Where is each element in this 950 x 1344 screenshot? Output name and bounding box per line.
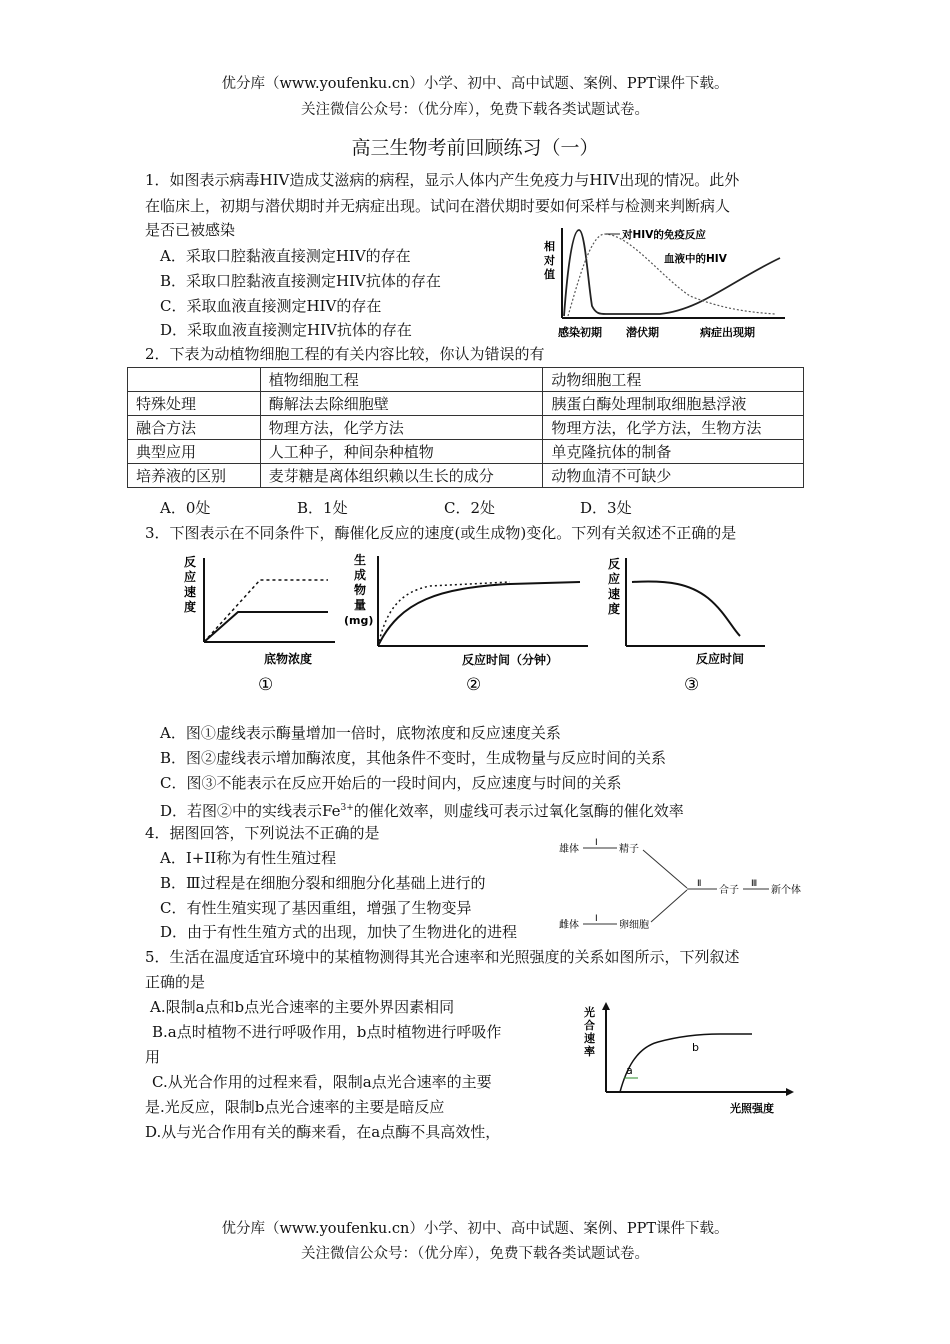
fig2-number: ② [466,675,482,695]
svg-text:光: 光 [584,1006,595,1019]
header-line-1: 优分库（www.youfenku.cn）小学、初中、高中试题、案例、PPT课件下载。 [221,76,729,92]
q1-option-c: C．采取血液直接测定HIV的存在 [160,297,382,315]
table-cell: 特殊处理 [128,392,261,416]
fig2-dotted-curve [378,582,510,646]
fig3-curve [632,582,740,636]
q1-stem-2: 在临床上，初期与潜伏期时并无病症出现。试问在潜伏期时要如何采样与检测来判断病人 [145,197,731,215]
hiv-ylabel-1: 相 [544,240,555,253]
table-cell: 动物血清不可缺少 [543,464,804,488]
svg-text:生: 生 [354,553,367,567]
hiv-x-label-3: 病症出现期 [700,326,755,339]
q4-option-c: C．有性生殖实现了基因重组，增强了生物变异 [160,899,472,917]
q1-option-a: A．采取口腔黏液直接测定HIV的存在 [160,247,411,265]
svg-text:速: 速 [184,585,197,599]
svg-text:Ⅱ: Ⅱ [697,879,702,889]
svg-text:速: 速 [584,1032,595,1045]
svg-text:反: 反 [608,557,621,571]
svg-text:成: 成 [354,568,367,582]
q2-option-b: B．1处 [297,499,348,517]
comparison-table [127,367,804,488]
female-label: 雌体 [559,920,579,931]
q2-option-c: C．2处 [444,499,496,517]
q1-stem-3: 是否已被感染 [145,221,236,239]
table-cell: 酶解法去除细胞壁 [260,392,543,416]
fig1-number: ① [258,675,274,695]
svg-text:I: I [595,914,598,924]
q3-option-c: C．图③不能表示在反应开始后的一段时间内，反应速度与时间的关系 [160,774,622,792]
table-cell: 培养液的区别 [128,464,261,488]
table-cell: 融合方法 [128,416,261,440]
table-row [128,392,804,416]
q5-stem-2: 正确的是 [145,973,206,991]
q3-stem: 3．下图表示在不同条件下，酶催化反应的速度(或生成物)变化。下列有关叙述不正确的是 [145,524,737,542]
table-cell: 典型应用 [128,440,261,464]
svg-text:率: 率 [584,1045,595,1058]
q5-option-d: D.从与光合作用有关的酶来看，在a点酶不具高效性， [145,1123,501,1141]
fig3-xlabel: 反应时间 [696,652,745,666]
table-row [128,440,804,464]
new-individual-label: 新个体 [771,885,801,896]
svg-text:速: 速 [608,587,621,601]
q1-option-d: D．采取血液直接测定HIV抗体的存在 [160,321,412,339]
footer-line-1: 优分库（www.youfenku.cn）小学、初中、高中试题、案例、PPT课件下载。 [221,1221,729,1237]
point-b-label: b [692,1041,699,1054]
q3-option-a: A．图①虚线表示酶量增加一倍时，底物浓度和反应速度关系 [160,724,561,742]
footer-line-2: 关注微信公众号：（优分库），免费下载各类试题试卷。 [301,1246,649,1262]
egg-label: 卵细胞 [619,920,649,931]
q3-option-d: D．若图②中的实线表示$Fe^{3+}$的催化效率，则虚线可表示过氧化氢酶的催化效率 [160,802,684,820]
q5-option-a: A.限制a点和b点光合速率的主要外界因素相同 [150,998,455,1016]
table-header-cell: 植物细胞工程 [260,368,543,392]
hiv-blood-label: 血液中的HIV [664,253,727,265]
svg-text:Ⅲ: Ⅲ [751,879,758,889]
table-header-row [128,368,804,392]
table-header-cell: 动物细胞工程 [543,368,804,392]
q2-stem: 2．下表为动植物细胞工程的有关内容比较，你认为错误的有 [145,345,545,363]
q5-option-c-1: C.从光合作用的过程来看，限制a点光合速率的主要 [152,1073,492,1091]
q5-stem-1: 5．生活在温度适宜环境中的某植物测得其光合速率和光照强度的关系如图所示，下列叙述 [145,948,740,966]
q4-option-b: B．Ⅲ过程是在细胞分裂和细胞分化基础上进行的 [160,874,486,892]
fig2-yunit: (mg) [344,614,374,627]
fig2-xlabel: 反应时间（分钟） [462,653,559,667]
table-header-cell [128,368,261,392]
svg-text:反: 反 [184,555,197,569]
fig2-solid-curve [378,582,580,646]
svg-text:I: I [595,838,598,848]
table-row [128,416,804,440]
svg-text:应: 应 [608,572,621,586]
table-cell: 人工种子，种间杂种植物 [260,440,543,464]
q2-option-d: D．3处 [580,499,632,517]
q3-option-b: B．图②虚线表示增加酶浓度，其他条件不变时，生成物量与反应时间的关系 [160,749,667,767]
reproduction-diagram [555,836,805,936]
fig1-solid-line [204,612,328,642]
q5-option-b-2: 用 [145,1048,161,1066]
q1-option-b: B．采取口腔黏液直接测定HIV抗体的存在 [160,272,441,290]
hiv-x-label-2: 潜伏期 [626,326,659,339]
svg-text:量: 量 [354,598,367,612]
hiv-immune-label: 对HIV的免疫反应 [622,229,706,241]
point-a-label: a [626,1064,633,1077]
table-cell: 物理方法，化学方法，生物方法 [543,416,804,440]
svg-text:度: 度 [184,600,197,614]
table-cell: 单克隆抗体的制备 [543,440,804,464]
photo-xlabel: 光照强度 [730,1102,774,1115]
fig1-xlabel: 底物浓度 [264,652,313,666]
fig3-number: ③ [684,675,700,695]
hiv-ylabel-2: 对 [544,254,555,267]
male-label: 雄体 [559,844,579,855]
enzyme-figures [180,550,800,700]
table-cell: 物理方法，化学方法 [260,416,543,440]
q1-stem-1: 1．如图表示病毒HIV造成艾滋病的病程，显示人体内产生免疫力与HIV出现的情况。此外 [145,171,740,189]
svg-text:度: 度 [608,602,621,616]
hiv-immune-curve [568,234,775,316]
page-title: 高三生物考前回顾练习（一） [351,137,599,159]
q4-option-a: A．I+II称为有性生殖过程 [160,849,337,867]
photosynthesis-figure [580,1000,805,1118]
hiv-blood-curve [564,230,780,316]
hiv-ylabel-3: 值 [544,268,555,281]
q5-option-b-1: B.a点时植物不进行呼吸作用，b点时植物进行呼吸作 [152,1023,502,1041]
q4-stem: 4．据图回答，下列说法不正确的是 [145,824,380,842]
table-cell: 胰蛋白酶处理制取细胞悬浮液 [543,392,804,416]
svg-text:应: 应 [184,570,197,584]
table-cell: 麦芽糖是离体组织赖以生长的成分 [260,464,543,488]
photo-curve [620,1034,752,1092]
header-line-2: 关注微信公众号：（优分库），免费下载各类试题试卷。 [301,102,649,118]
q5-option-c-2: 是.光反应，限制b点光合速率的主要是暗反应 [145,1098,445,1116]
q2-option-a: A．0处 [160,499,211,517]
svg-text:合: 合 [584,1019,595,1032]
sperm-label: 精子 [619,844,639,855]
svg-text:物: 物 [354,583,367,597]
q4-option-d: D．由于有性生殖方式的出现，加快了生物进化的进程 [160,923,518,941]
table-row [128,464,804,488]
zygote-label: 合子 [719,885,739,896]
hiv-x-label-1: 感染初期 [558,326,602,339]
hiv-course-figure [540,222,790,340]
